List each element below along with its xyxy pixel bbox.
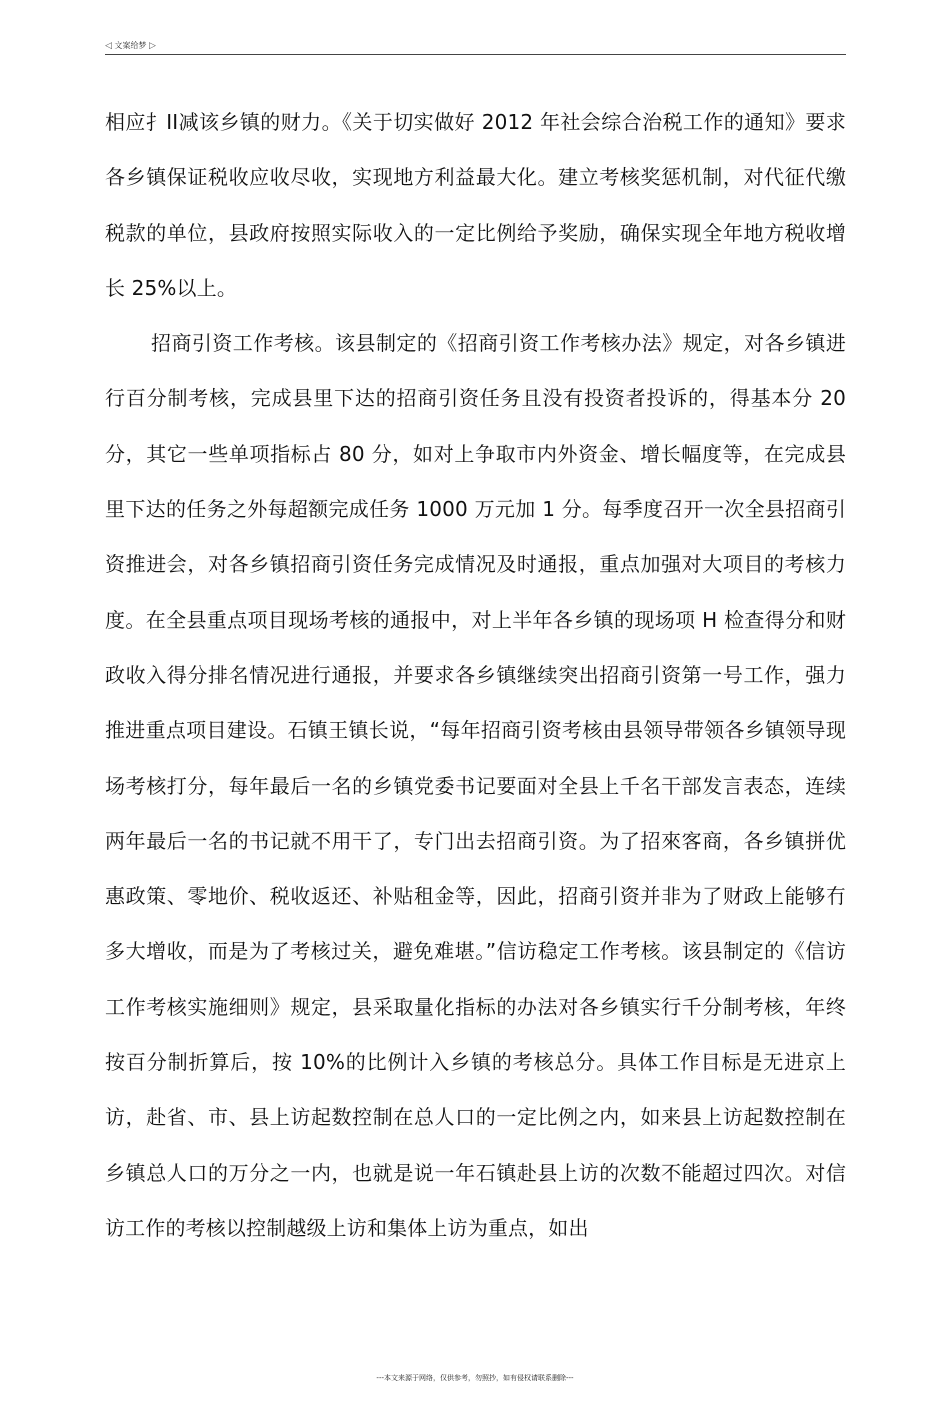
header-text: 文案给梦 — [114, 41, 147, 50]
right-arrow-icon: ▷ — [149, 41, 156, 51]
header-divider — [105, 54, 846, 55]
page-footer: ---本文来源于网络，仅供参考，勿照抄，如有侵权请联系删除--- — [376, 1374, 574, 1382]
page-header — [105, 38, 846, 54]
document-body — [105, 95, 846, 1256]
left-arrow-icon: ◁ — [105, 41, 112, 51]
paragraph-investment-assessment: 招商引资工作考核。该县制定的《招商引资工作考核办法》规定，对各乡镇进行百分制考核，完成县里下达的招商引资任务且没有投资者投诉的，得基本分 20 分，其它一些单项指标占 80 分，如对上争取市内外资金、增长幅度等，在完成县里下达的任务之外每超额完成任务 1000 万元加 1 分。每季度召开一次全县招商引资推进会，对各乡镇招商引资任务完成情况及时通报，重点加强对大项目的考核力度。在全县重点项目现场考核的通报中，对上半年各乡镇的现场项 H 检查得分和财政收入得分排名情况进行通报，并要求各乡镇继续突出招商引资第一号工作，强力推进重点项目建设。石镇王镇长说，“每年招商引资考核由县领导带领各乡镇领导现场考核打分，每年最后一名的乡镇党委书记要面对全县上千名干部发言表态，连续两年最后一名的书记就不用干了，专门出去招商引资。为了招來客商，各乡镇拼优惠政策、零地价、税收返还、补贴租金等，因此，招商引资并非为了财政上能够冇多大增收，而是为了考核过关，避免难堪。”信访稳定工作考核。该县制定的《信访工作考核实施细则》规定，县采取量化指标的办法对各乡镇实行千分制考核，年终按百分制折算后，按 10%的比例计入乡镇的考核总分。具体工作目标是无进京上访，赴省、市、县上访起数控制在总人口的一定比例之内，如来县上访起数控制在乡镇总人口的万分之一内，也就是说一年石镇赴县上访的次数不能超过四次。对信访工作的考核以控制越级上访和集体上访为重点，如出 — [105, 331, 846, 1240]
paragraph-tax-collection: 相应扌II减该乡镇的财力。《关于切实做好 2012 年社会综合治税工作的通知》要求各乡镇保证税收应收尽收，实现地方利益最大化。建立考核奖惩机制，对代征代缴税款的单位，县政府按照实际收入的一定比例给予奖励，确保实现全年地方税收增长 25%以上。 — [105, 110, 846, 300]
